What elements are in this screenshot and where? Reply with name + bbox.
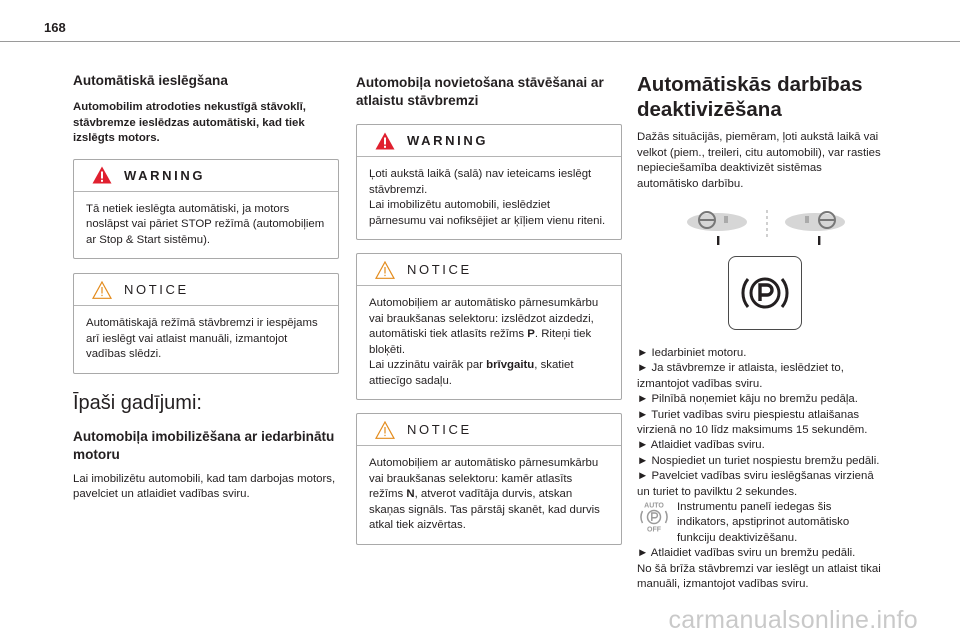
notice-text: Automātiskajā režīmā stāvbremzi ir iespējams arī ieslēgt vai atlaist manuāli, izmantojot vadības slēdzi. [86, 317, 318, 360]
header-divider [0, 41, 960, 42]
notice-triangle-icon [92, 281, 112, 299]
notice-box [73, 273, 339, 374]
notice-text-part: . Riteņi tiek bloķēti. Lai uzzinātu vairāk par [369, 328, 592, 371]
gear-mode-label: N [406, 488, 415, 500]
special-cases-heading: Īpaši gadījumi: [73, 391, 202, 414]
indicator-label-auto: AUTO [644, 502, 664, 510]
notice-header [357, 254, 621, 286]
indicator-paragraph [637, 500, 883, 546]
subheading-immobilise: Automobiļa imobilizēšana ar iedarbinātu motoru [73, 428, 335, 462]
notice-text-part: Automobiļiem ar automātisko pārnesumkārbu vai braukšanas selektoru: izslēdzot aizdedzi, automātiski tiek atlasīts režīms [369, 297, 599, 340]
deactivation-intro: Dažās situācijās, piemēram, ļoti aukstā laikā vai velkot (piem., treileri, citu automobili), var rasties nepieciešamība deaktivizēt sistēmas automātisko darbību. [637, 131, 881, 190]
notice-text [369, 456, 609, 534]
warning-text: Tā netiek ieslēgta automātiski, ja motors noslāpst vai pāriet STOP režīmā (automobiļiem ar Stop & Start sistēmu). [86, 202, 325, 246]
step-item: ► Ja stāvbremze ir atlaista, ieslēdziet to, izmantojot vadības sviru. [637, 362, 844, 390]
hand-left-right-drive-icon [677, 208, 857, 246]
notice-box-2 [356, 413, 622, 545]
parking-brake-switch-image [728, 256, 802, 330]
warning-triangle-icon [375, 132, 395, 150]
parking-brake-icon [740, 270, 790, 316]
freewheel-reference: brīvgaitu [486, 359, 535, 371]
warning-text: Ļoti aukstā laikā (salā) nav ieteicams ieslēgt stāvbremzi. Lai imobilizētu automobili, ieslēdziet pārnesumu vai nofiksējiet ar ķīļiem vienu riteni. [369, 168, 606, 227]
warning-box [73, 159, 339, 260]
section-title-deactivation: Automātiskās darbības deaktivizēšana [637, 73, 863, 121]
outro-text: No šā brīža stāvbremzi var ieslēgt un atlaist tikai manuāli, izmantojot vadības sviru. [637, 562, 881, 591]
warning-title: WARNING [407, 133, 489, 148]
step-item: ► Turiet vadības sviru piespiestu atlaišanas virzienā no 10 līdz maksimums 15 sekundēm. [637, 408, 868, 437]
warning-header [357, 125, 621, 157]
immobilise-text: Lai imobilizētu automobili, kad tam darbojas motors, pavelciet un atlaidiet vadības sviru. [73, 472, 336, 500]
warning-title: WARNING [124, 167, 206, 183]
warning-header [74, 160, 338, 192]
column-3 [637, 62, 883, 593]
notice-text-part: Automobiļiem ar automātisko pārnesumkārbu vai braukšanas selektoru: kamēr atlasīts režīms [369, 457, 599, 500]
column-1 [73, 62, 339, 503]
step-item: ► Atlaidiet vadības sviru. [637, 439, 765, 452]
notice-header [74, 274, 338, 306]
notice-title: NOTICE [407, 422, 472, 437]
page-number: 168 [44, 20, 66, 35]
notice-header [357, 414, 621, 446]
step-item: ► Nospiediet un turiet nospiestu bremžu pedāli. [637, 454, 880, 467]
notice-text [369, 296, 609, 389]
notice-triangle-icon [375, 261, 395, 279]
step-item: ► Iedarbiniet motoru. [637, 347, 747, 359]
watermark-text: carmanualsonline.info [668, 606, 918, 634]
intro-text: Automobilim atrodoties nekustīgā stāvoklī, stāvbremze ieslēdzas automātiski, kad tiek izslēgts motors. [73, 101, 306, 144]
notice-box-1 [356, 253, 622, 400]
indicator-label-off: OFF [647, 526, 661, 533]
notice-title: NOTICE [124, 282, 189, 297]
auto-off-indicator-icon [637, 500, 671, 532]
warning-box [356, 124, 622, 240]
column-2 [356, 62, 622, 545]
notice-triangle-icon [375, 421, 395, 439]
step-item: ► Pilnībā noņemiet kāju no bremžu pedāļa. [637, 393, 858, 406]
section-heading-park-released: Automobiļa novietošana stāvēšanai ar atlaistu stāvbremzi [356, 75, 604, 108]
indicator-text: Instrumentu panelī iedegas šis indikators, apstiprinot automātisko funkciju deaktivizēšanu. [677, 501, 850, 544]
step-item: ► Pavelciet vadības sviru ieslēgšanas virzienā un turiet to pavilktu 2 sekundes. [637, 470, 874, 498]
notice-text-part: , skatiet attiecīgo sadaļu. [369, 359, 574, 387]
steering-wheel-illustration [637, 208, 883, 246]
gear-mode-label: P [527, 328, 535, 340]
notice-title: NOTICE [407, 262, 472, 277]
warning-triangle-icon [92, 166, 112, 184]
notice-text-part: , atverot vadītāja durvis, atskan skaņas signāls. Tas pārstāj skanēt, kad durvis atkal tiek aizvērtas. [369, 488, 600, 531]
section-heading-auto-apply: Automātiskā ieslēgšana [73, 73, 228, 88]
step-item: ► Atlaidiet vadības sviru un bremžu pedāli. [637, 547, 856, 560]
deactivation-steps [637, 346, 883, 593]
